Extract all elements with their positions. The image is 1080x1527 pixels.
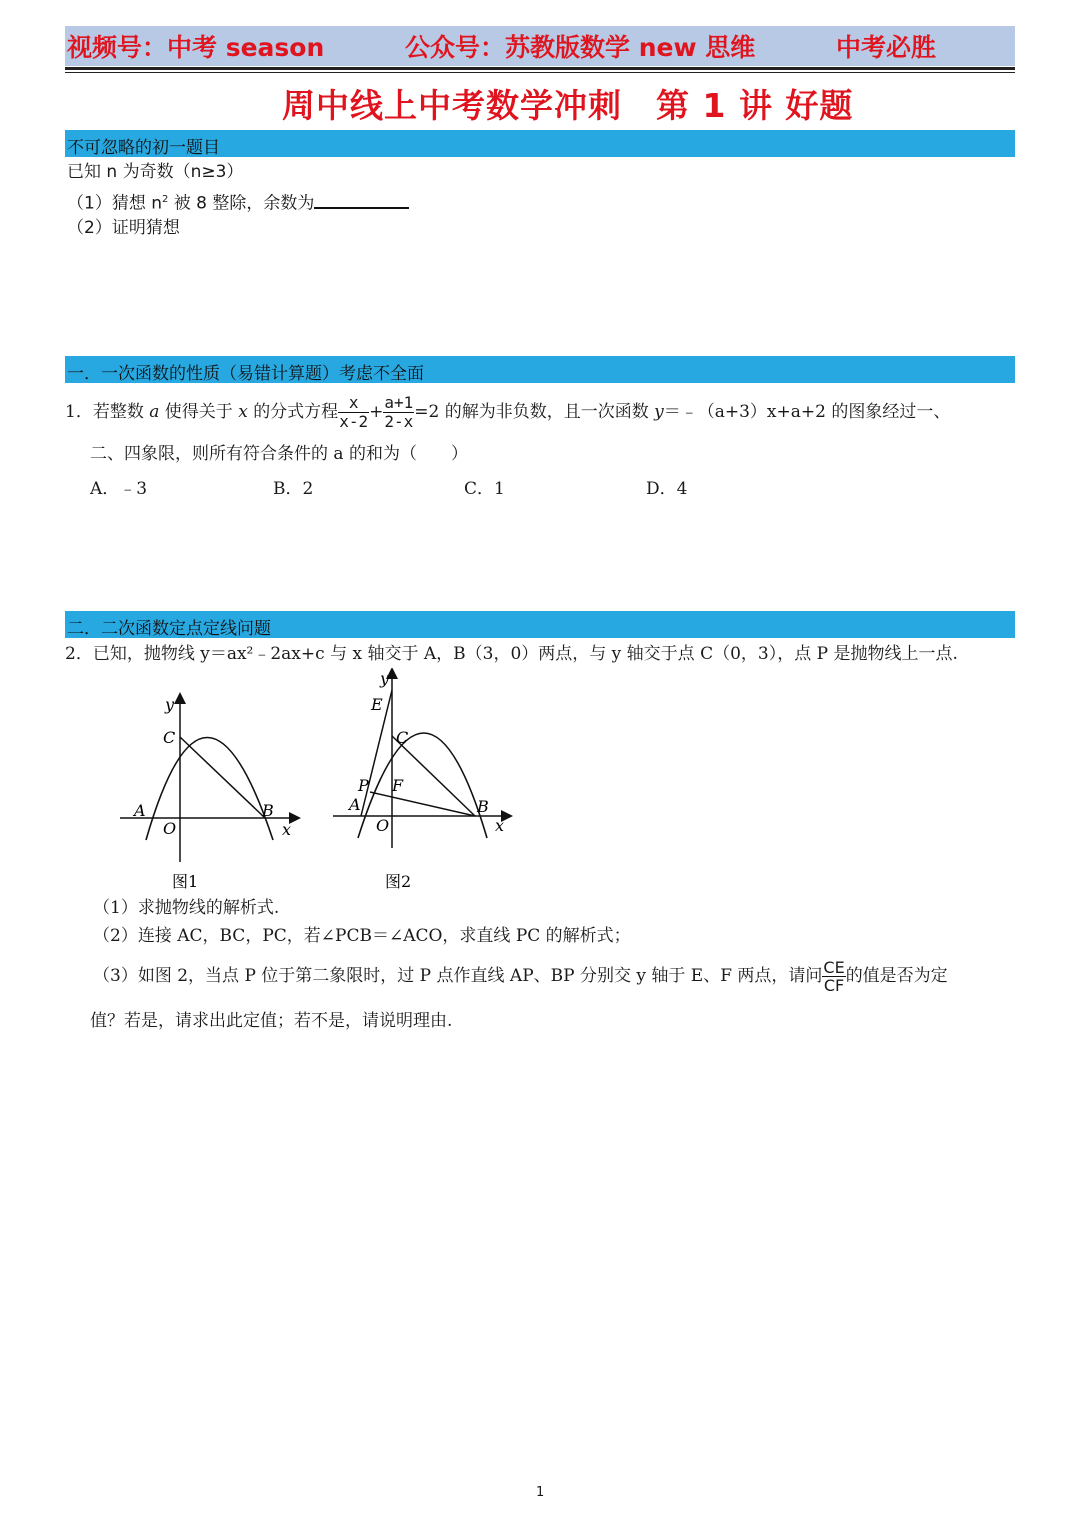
problem-2-q3-line-2: 值？若是，请求出此定值；若不是，请说明理由. xyxy=(90,1011,453,1031)
header-rule-thick xyxy=(65,67,1015,70)
section-bar-intro xyxy=(65,130,1015,157)
intro-question-2: （2）证明猜想 xyxy=(67,218,180,238)
section-heading-linear: 一．一次函数的性质（易错计算题）考虑不全面 xyxy=(67,364,424,384)
fraction-1 xyxy=(338,394,369,431)
fraction-2-denominator: 2-x xyxy=(384,412,414,431)
section-heading-intro: 不可忽略的初一题目 xyxy=(67,138,220,158)
header-banner xyxy=(65,26,1015,66)
intro-question-1 xyxy=(67,190,409,214)
fig1-label-b: B xyxy=(262,801,274,820)
choice-b[interactable]: B．2 xyxy=(273,479,314,499)
problem-2-stem: 2．已知，抛物线 y＝ax²﹣2ax+c 与 x 轴交于 A，B（3，0）两点，与 y 轴交于点 C（0，3），点 P 是抛物线上一点. xyxy=(65,644,958,664)
header-video-channel: 视频号：中考 season xyxy=(67,33,325,62)
fig2-label-f: F xyxy=(392,776,404,795)
problem-2-q3 xyxy=(93,958,948,994)
fig2-label-o: O xyxy=(376,816,390,835)
fig2-label-p: P xyxy=(358,776,369,795)
fraction-2 xyxy=(383,394,414,431)
fig1-label-x: x xyxy=(282,820,292,839)
fig2-label-b: B xyxy=(477,797,489,816)
fig2-label-c: C xyxy=(396,728,409,747)
fig2-label-a: A xyxy=(349,795,361,814)
p1-var-y: y xyxy=(654,402,664,422)
fraction-cf: CF xyxy=(823,976,845,995)
fig1-label-y: y xyxy=(165,695,175,714)
problem-1-stem xyxy=(65,392,950,432)
section-heading-quadratic: 二．二次函数定点定线问题 xyxy=(67,619,271,639)
fig2-label-e: E xyxy=(371,695,383,714)
fig1-line-cb xyxy=(180,737,265,818)
q3-text-pre: （3）如图 2，当点 P 位于第二象限时，过 P 点作直线 AP、BP 分别交 y 轴于 E、F 两点，请问 xyxy=(93,966,823,986)
intro-q1-prefix: （1）猜想 n xyxy=(67,193,162,214)
header-official-account: 公众号：苏教版数学 new 思维 xyxy=(405,33,756,62)
intro-q1-suffix: 被 8 整除，余数为 xyxy=(168,193,315,214)
fig2-line-bpf xyxy=(370,792,475,816)
fig1-label-o: O xyxy=(163,819,177,838)
answer-blank[interactable] xyxy=(314,191,409,209)
fig2-label-x: x xyxy=(495,816,505,835)
fraction-1-denominator: x-2 xyxy=(339,412,369,431)
intro-condition: 已知 n 为奇数（n≥3） xyxy=(67,162,244,182)
p1-var-a: a xyxy=(149,402,160,422)
choice-d[interactable]: D．4 xyxy=(646,479,688,499)
p1-text-c: 的分式方程 xyxy=(253,402,339,422)
figure-2 xyxy=(325,668,520,895)
figure-1 xyxy=(110,690,310,895)
p1-text-b: 使得关于 xyxy=(164,402,233,422)
fig2-label-y: y xyxy=(380,669,390,688)
fraction-2-numerator: a+1 xyxy=(384,393,414,412)
page-number: 1 xyxy=(536,1485,545,1500)
section-bar-linear xyxy=(65,356,1015,383)
p1-text-d: =2 的解为非负数，且一次函数 xyxy=(414,402,649,422)
problem-1-line-2: 二、四象限，则所有符合条件的 a 的和为（ ） xyxy=(90,444,468,464)
fraction-1-numerator: x xyxy=(338,394,369,413)
fraction-ce-cf xyxy=(822,959,845,994)
page-title: 周中线上中考数学冲刺 第 1 讲 好题 xyxy=(282,86,854,125)
fig2-caption: 图2 xyxy=(385,872,412,891)
fig1-caption: 图1 xyxy=(172,872,199,891)
choice-c[interactable]: C．1 xyxy=(464,479,505,499)
plus-sign: + xyxy=(369,402,384,422)
p1-text-e: ＝﹣（a+3）x+a+2 的图象经过一、 xyxy=(663,402,951,422)
fig1-label-c: C xyxy=(163,728,176,747)
choice-a[interactable]: A．﹣3 xyxy=(90,479,148,499)
section-bar-quadratic xyxy=(65,611,1015,638)
p1-text-a: 1．若整数 xyxy=(65,402,144,422)
fraction-ce: CE xyxy=(823,958,845,977)
p1-var-x: x xyxy=(238,402,248,422)
problem-2-q1: （1）求抛物线的解析式. xyxy=(93,898,280,918)
intro-q1-exponent: 2 xyxy=(162,194,169,205)
problem-2-q2: （2）连接 AC，BC，PC，若∠PCB＝∠ACO，求直线 PC 的解析式； xyxy=(93,926,631,946)
header-rule-thin xyxy=(65,72,1015,73)
fig1-label-a: A xyxy=(134,801,146,820)
fig2-line-cb xyxy=(392,736,475,816)
header-slogan: 中考必胜 xyxy=(836,33,937,62)
q3-text-post: 的值是否为定 xyxy=(845,966,948,986)
